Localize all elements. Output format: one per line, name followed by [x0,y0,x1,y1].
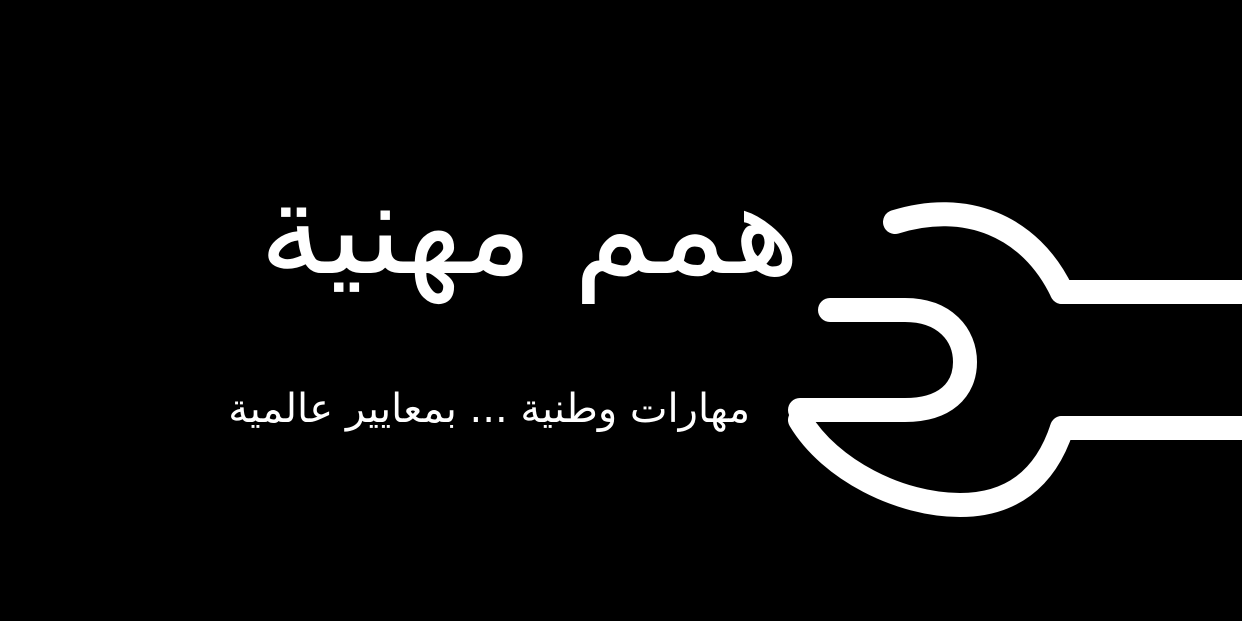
brand-title: همم مهنية [259,155,800,304]
brand-slogan: مهارات وطنية ... بمعايير عالمية [228,386,750,432]
